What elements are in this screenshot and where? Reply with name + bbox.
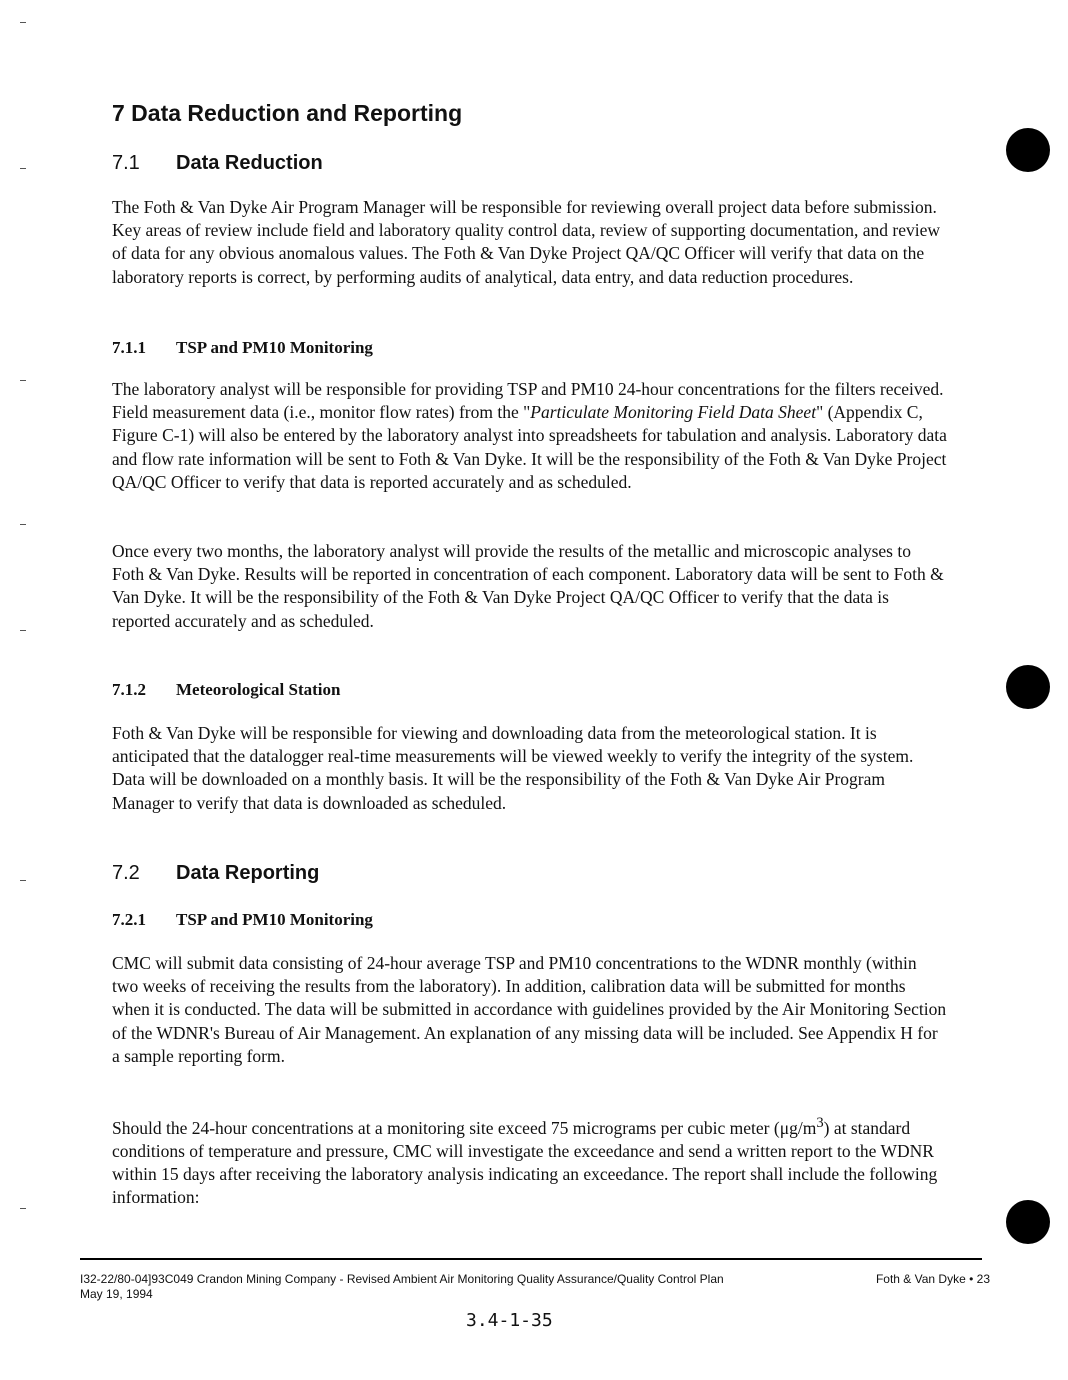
- section-7-1-1-heading: [112, 338, 373, 358]
- section-title: Data Reduction: [176, 152, 323, 174]
- page-number: 3.4-1-35: [466, 1310, 553, 1331]
- section-title: Meteorological Station: [176, 680, 341, 699]
- section-7-1-2-heading: [112, 680, 340, 700]
- paragraph-7-2-1-b: [112, 1112, 947, 1210]
- binder-hole-middle: [1006, 665, 1050, 709]
- margin-mark: [20, 630, 26, 631]
- section-title: Data Reporting: [176, 862, 320, 884]
- text-run: Should the 24-hour concentrations at a monitoring site exceed 75 micrograms per cubic meter (: [112, 1117, 780, 1138]
- footer: [80, 1272, 990, 1302]
- section-number: 7.1.2: [112, 680, 146, 699]
- paragraph-7-1: The Foth & Van Dyke Air Program Manager will be responsible for reviewing overall project data before submission. Key areas of review include field and laboratory quality control data, review of supporting documentation, and review of data for any obvious anomalous values. The Foth & Van Dyke Project QA/QC Officer will verify that data on the laboratory reports is correct, by performing audits of analytical, data entry, and data reduction procedures.: [112, 197, 941, 287]
- margin-mark: [20, 168, 26, 169]
- section-number: 7.2: [112, 862, 140, 884]
- section-number: 7.2.1: [112, 910, 146, 929]
- margin-mark: [20, 1208, 26, 1209]
- margin-mark: [20, 380, 26, 381]
- footer-company-page: Foth & Van Dyke • 23: [875, 1272, 990, 1286]
- margin-mark: [20, 880, 26, 881]
- form-title: Particulate Monitoring Field Data Sheet: [530, 402, 817, 423]
- unit: μg/m: [779, 1117, 817, 1138]
- footer-rule: [80, 1258, 982, 1260]
- margin-mark: [20, 524, 26, 525]
- section-number: 7.1.1: [112, 338, 146, 357]
- section-title: TSP and PM10 Monitoring: [176, 910, 373, 929]
- binder-hole-bottom: [1006, 1200, 1050, 1244]
- binder-hole-top: [1006, 128, 1050, 172]
- footer-date: May 19, 1994: [80, 1287, 153, 1301]
- unit-exponent: 3: [816, 1115, 824, 1131]
- section-title: TSP and PM10 Monitoring: [176, 338, 373, 357]
- section-7-heading: 7 Data Reduction and Reporting: [112, 100, 463, 126]
- section-7-2-1-heading: [112, 910, 373, 930]
- margin-mark: [20, 22, 26, 23]
- paragraph-7-1-1-b: Once every two months, the laboratory analyst will provide the results of the metallic and microscopic analyses to Foth & Van Dyke. Results will be reported in concentration of each component. Laboratory data will be sent to Foth & Van Dyke. It will be the responsibility of the Foth & Van Dyke Project QA/QC Officer to verify that the data is reported accurately and as scheduled.: [112, 541, 944, 631]
- paragraph-7-1-2: Foth & Van Dyke will be responsible for viewing and downloading data from the meteorological station. It is anticipated that the datalogger real-time measurements will be viewed weekly to verify the integrity of the system. Data will be downloaded on a monthly basis. It will be the responsibility of the Foth & Van Dyke Air Program Manager to verify that data is downloaded as scheduled.: [112, 723, 914, 813]
- section-number: 7.1: [112, 152, 140, 174]
- text-run: " (Appendix C, Figure C-1) will also be entered by the laboratory analyst into spreadsheets for tabulation and analysis. Laboratory data and flow rate information will be sent to Foth & Van Dyke. It will be the responsibility of the Foth & Van Dyke Project QA/QC Officer to verify that data is reported accurately and as scheduled.: [112, 402, 947, 492]
- text-run: ) at standard conditions of temperature and pressure, CMC will investigate the exceedance and send a written report to the WDNR within 15 days after receiving the laboratory analysis indicating an exceedance. The report shall include the following information:: [112, 1117, 938, 1208]
- section-7-2-heading: [112, 862, 319, 885]
- section-7-1-heading: [112, 152, 323, 175]
- text-run: The laboratory analyst will be responsible for providing TSP and PM10 24-hour concentrations for the filters received. Field measurement data (i.e., monitor flow rates) from the ": [112, 379, 944, 423]
- paragraph-7-1-1-a: [112, 378, 947, 494]
- paragraph-7-2-1-a: CMC will submit data consisting of 24-hour average TSP and PM10 concentrations to the WDNR monthly (within two weeks of receiving the results from the laboratory). In addition, calibration data will be submitted for months when it is conducted. The data will be submitted in accordance with guidelines provided by the Air Monitoring Section of the WDNR's Bureau of Air Management. An explanation of any missing data will be included. See Appendix H for a sample reporting form.: [112, 953, 947, 1066]
- footer-line-1: I32-22/80-04]93C049 Crandon Mining Company - Revised Ambient Air Monitoring Quality Assurance/Quality Control Plan: [80, 1272, 724, 1286]
